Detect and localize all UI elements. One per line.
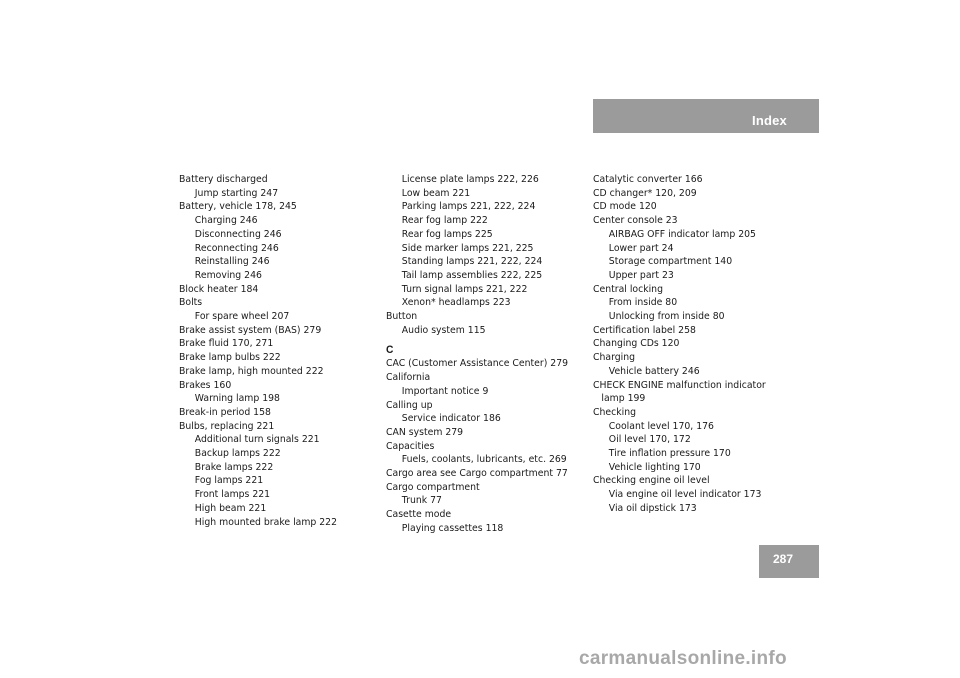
index-entry: Changing CDs 120 <box>593 338 680 350</box>
index-subentry: Tire inflation pressure 170 <box>608 448 731 460</box>
index-subentry: Jump starting 247 <box>194 187 279 199</box>
index-subentry: Vehicle lighting 170 <box>608 461 701 473</box>
index-entry: CAN system 279 <box>386 426 464 438</box>
index-column-2 <box>386 173 586 536</box>
index-subentry: Reinstalling 246 <box>194 256 270 268</box>
index-subentry: Additional turn signals 221 <box>194 434 320 446</box>
index-subentry: Rear fog lamp 222 <box>401 215 488 227</box>
index-subentry: Standing lamps 221, 222, 224 <box>401 256 543 268</box>
index-subentry: Service indicator 186 <box>401 413 501 425</box>
index-subentry: Oil level 170, 172 <box>608 434 691 446</box>
index-entry: Certification label 258 <box>593 324 696 336</box>
index-entry: Brake assist system (BAS) 279 <box>179 324 322 336</box>
index-subentry: Front lamps 221 <box>194 489 271 501</box>
index-entry: California <box>386 372 431 384</box>
index-title: Index <box>752 113 787 128</box>
index-subentry: Disconnecting 246 <box>194 228 282 240</box>
index-subentry: License plate lamps 222, 226 <box>401 174 539 185</box>
page-number-box <box>759 545 819 578</box>
index-entry: lamp 199 <box>601 393 646 405</box>
index-entry: Cargo area see Cargo compartment 77 <box>386 468 568 480</box>
index-entry: Center console 23 <box>593 215 678 227</box>
index-subentry: Parking lamps 221, 222, 224 <box>401 201 536 213</box>
index-column-1 <box>179 173 374 529</box>
index-subentry: Upper part 23 <box>608 269 674 281</box>
index-subentry: AIRBAG OFF indicator lamp 205 <box>608 228 756 240</box>
index-entry: CD mode 120 <box>593 201 657 213</box>
index-subentry: Xenon* headlamps 223 <box>401 297 511 309</box>
index-subentry: Tail lamp assemblies 222, 225 <box>401 269 543 281</box>
watermark-text: carmanualsonline.info <box>579 648 787 669</box>
index-subentry: Coolant level 170, 176 <box>608 420 714 432</box>
index-subentry: Rear fog lamps 225 <box>401 228 493 240</box>
index-subentry: Turn signal lamps 221, 222 <box>401 283 528 295</box>
index-entry: Calling up <box>386 399 433 411</box>
index-subentry: Charging 246 <box>194 215 258 227</box>
index-subentry: Audio system 115 <box>401 324 486 336</box>
index-entry: Break-in period 158 <box>179 406 271 418</box>
index-entry: Checking engine oil level <box>593 475 710 487</box>
index-entry: Bulbs, replacing 221 <box>179 420 275 432</box>
index-entry: Block heater 184 <box>179 283 259 295</box>
index-entry: Brakes 160 <box>179 379 232 391</box>
index-subentry: Important notice 9 <box>401 385 489 397</box>
index-entry: Button <box>386 311 418 323</box>
index-subentry: Warning lamp 198 <box>194 393 280 405</box>
index-entry: Catalytic converter 166 <box>593 174 703 185</box>
index-subentry: Low beam 221 <box>401 187 471 199</box>
index-subentry: Trunk 77 <box>401 495 442 507</box>
index-subentry: Via engine oil level indicator 173 <box>608 489 762 501</box>
index-entry: Charging <box>593 352 636 364</box>
index-subentry: Brake lamps 222 <box>194 461 274 473</box>
index-entry: CD changer* 120, 209 <box>593 187 697 199</box>
index-subentry: From inside 80 <box>608 297 678 309</box>
index-subentry: Storage compartment 140 <box>608 256 733 268</box>
index-entry: Cargo compartment <box>386 481 480 493</box>
index-entry: Capacities <box>386 440 435 452</box>
index-entry: Brake fluid 170, 271 <box>179 338 274 350</box>
index-entry: Casette mode <box>386 509 452 521</box>
index-subentry: Backup lamps 222 <box>194 448 281 460</box>
index-entry: Brake lamp bulbs 222 <box>179 352 281 364</box>
page-number: 287 <box>772 552 793 566</box>
index-entry: Battery, vehicle 178, 245 <box>179 201 297 213</box>
index-subentry: Playing cassettes 118 <box>401 522 504 534</box>
index-subentry: Vehicle battery 246 <box>608 365 700 377</box>
index-subentry: High mounted brake lamp 222 <box>194 516 338 528</box>
index-entry: Bolts <box>179 297 203 309</box>
index-subentry: Fog lamps 221 <box>194 475 264 487</box>
index-subentry: Reconnecting 246 <box>194 242 279 254</box>
index-entry: Checking <box>593 406 636 418</box>
index-subentry: Removing 246 <box>194 269 262 281</box>
index-subentry: For spare wheel 207 <box>194 311 290 323</box>
index-entry: CHECK ENGINE malfunction indicator <box>593 379 766 391</box>
index-subentry: High beam 221 <box>194 502 267 514</box>
section-letter: C <box>386 344 394 357</box>
index-subentry: Fuels, coolants, lubricants, etc. 269 <box>401 454 567 466</box>
index-subentry: Via oil dipstick 173 <box>608 502 697 514</box>
index-subentry: Side marker lamps 221, 225 <box>401 242 534 254</box>
index-header-bar <box>593 99 819 133</box>
index-subentry: Unlocking from inside 80 <box>608 311 725 323</box>
index-entry: Battery discharged <box>179 174 268 185</box>
index-entry: Brake lamp, high mounted 222 <box>179 365 324 377</box>
index-entry: CAC (Customer Assistance Center) 279 <box>386 358 569 370</box>
index-subentry: Lower part 24 <box>608 242 674 254</box>
index-column-3 <box>593 173 793 516</box>
index-entry: Central locking <box>593 283 663 295</box>
